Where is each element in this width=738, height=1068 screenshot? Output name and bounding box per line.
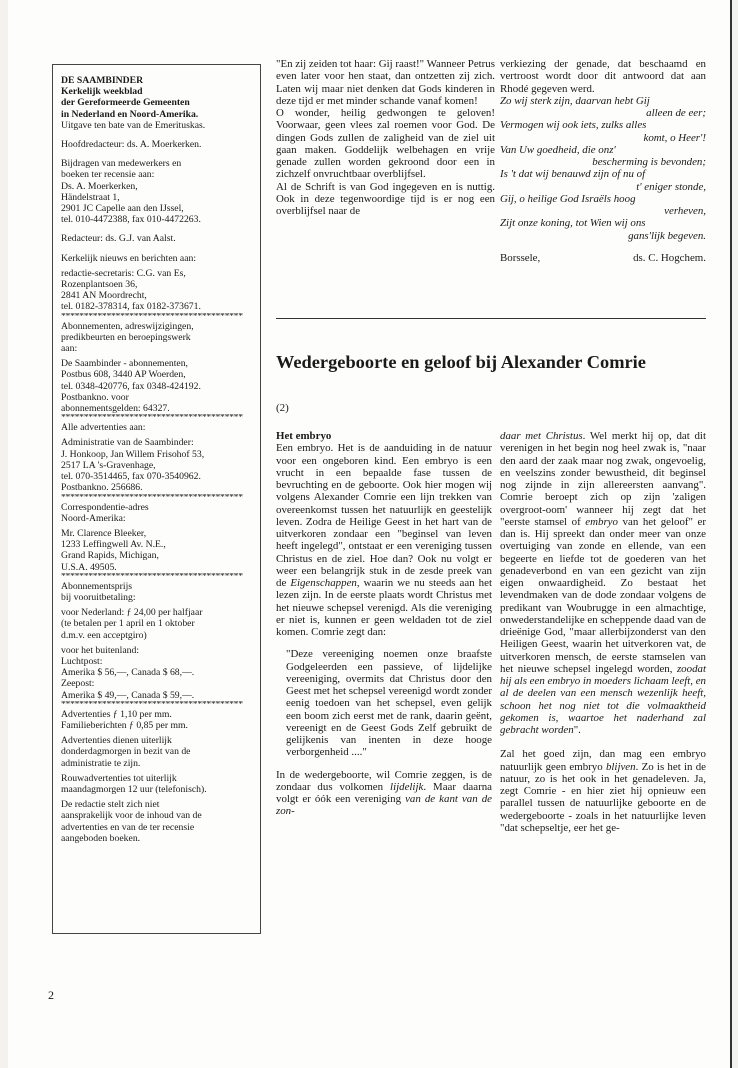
poem-line: Zo wij sterk zijn, daarvan hebt Gij xyxy=(500,94,650,107)
previous-article-col2 xyxy=(500,58,706,264)
article-col1 xyxy=(276,430,492,818)
article-title: Wedergeboorte en geloof bij Alexander Comrie xyxy=(276,352,646,372)
poem-line: Van Uw goedheid, die onz' xyxy=(500,143,616,156)
signature xyxy=(500,252,706,264)
poem xyxy=(500,95,706,242)
church-news-label: Kerkelijk nieuws en berichten aan: xyxy=(61,252,197,264)
star-divider: **************************************** xyxy=(61,572,243,581)
previous-article-col1 xyxy=(276,58,495,217)
paragraph: "En zij zeiden tot haar: Gij raast!" Wanneer Petrus even later voor hen staat, dan ontzetten zij zich. Laten wij maar niet denken dat Gods kinderen in deze tijd er met minder schande vanaf komen! xyxy=(276,58,495,107)
star-divider: **************************************** xyxy=(61,493,243,502)
publisher-note: Uitgave ten bate van de Emerituskas. xyxy=(61,119,206,131)
paragraph: verkiezing der genade, dat beschaamd en vertroost wordt door dit antwoord dat aan Rhodé gegeven werd. xyxy=(500,58,706,95)
ads-heading: Alle advertenties aan: xyxy=(61,422,146,434)
poem-line: t' eniger stonde, xyxy=(636,180,706,193)
editor-in-chief: Hoofdredacteur: ds. A. Moerkerken. xyxy=(61,139,202,151)
colophon-content xyxy=(61,75,255,844)
ad-deadline: Advertenties dienen uiterlijk donderdagmorgen in bezit van de administratie te zijn. xyxy=(61,735,191,769)
editor: Redacteur: ds. G.J. van Aalst. xyxy=(61,233,176,245)
price-netherlands: voor Nederland: ƒ 24,00 per halfjaar (te betalen per 1 april en 1 oktober d.m.v. een acceptgiro) xyxy=(61,607,203,641)
block-quote: "Deze vereeniging noemen onze braafste Godgeleerden een passieve, of lijdelijke vereeniging, overmits dat Christus door den Geest met het schepsel vereenigd wordt zonder eenig toedoen van het schepsel, even gelijk een boom zich eerst met de rank, daarin geënt, vereenigt en de Geest Gods Zelf gebruikt de gelijkenis van inenten in deze hooge verborgenheid ...." xyxy=(286,648,492,759)
paragraph: Zal het goed zijn, dan mag een embryo natuurlijk geen embryo blijven. Zo is het in de natuur, zo is het ook in het genadeleven. Ja, zegt Comrie - en hier ziet hij opnieuw een parallel tussen de natuurlijke geboorte en de wedergeboorte - zoals in het natuurlijke leven "dat schepseltje, eer het ge- xyxy=(500,748,706,834)
price-heading: Abonnementsprijs bij vooruitbetaling: xyxy=(61,580,136,603)
mourning-ads: Rouwadvertenties tot uiterlijk maandagmorgen 12 uur (telefonisch). xyxy=(61,772,207,795)
paragraph: Al de Schrift is van God ingegeven en is nuttig. Ook in deze tegenwoordige tijd is er nog een overblijfsel naar de xyxy=(276,180,495,217)
paragraph: Een embryo. Het is de aanduiding in de natuur voor een ongeboren kind. Een embryo is een vrucht in een bepaalde fase tussen de bevruchting en de geboorte. Ook hier mogen wij volgens Alexander Comrie een lijn trekken van overeenkomst tussen het natuurlijk en geestelijk leven. Zodra de Heilige Geest in het hart van de uitverkoren zondaar een "beginsel van leven heeft ingelegd", ontstaat er een vereniging tussen Christus en de ziel. Hoe dan? Ook nu volgt er weer een belangrijk stuk in de zesde preek van de Eigenschappen, waarin we nu steeds aan het lezen zijn. In de eerste plaats wordt Christus met het nieuwe schepsel verenigd. Als die vereniging er niet is, kunnen er geen weldaden tot de ziel komen. Comrie zegt dan: xyxy=(276,442,492,638)
poem-line: bescherming is bevonden; xyxy=(592,156,706,168)
secretariat-address: redactie-secretaris: C.G. van Es, Rozenplantsoen 36, 2841 AN Moordrecht, tel. 0182-378314, fax 0182-373671. xyxy=(61,267,201,313)
poem-line: Is 't dat wij benauwd zijn of nu of xyxy=(500,168,646,181)
article-part: (2) xyxy=(276,402,289,414)
contributions-address: Bijdragen van medewerkers en boeken ter recensie aan: Ds. A. Moerkerken, Händelstraat 1, 2901 JC Capelle aan den IJssel, tel. 010-4472388, fax 010-4472263. xyxy=(61,158,201,226)
colophon-box xyxy=(52,64,261,934)
poem-line: gans'lijk begeven. xyxy=(628,229,706,242)
masthead: DE SAAMBINDER Kerkelijk weekblad der Gereformeerde Gemeenten in Nederland en Noord-Amerika. xyxy=(61,75,199,120)
correspondence-heading: Correspondentie-adres Noord-Amerika: xyxy=(61,501,149,524)
article-col2 xyxy=(500,430,706,834)
ads-address: Administratie van de Saambinder: J. Honkoop, Jan Willem Frisohof 53, 2517 LA 's-Gravenhage, tel. 070-3514465, fax 070-3540962. Postbankno. 256686. xyxy=(61,437,205,494)
paragraph: O wonder, heilig gedwongen te geloven! Voorwaar, geen vlees zal roemen voor God. De dingen Gods zullen de zaligheid van de ziel uit gaan maken. Goddelijk welbehagen en vrije genade zullen worden gekroond door een in zichzelf onvruchtbaar overblijfsel. xyxy=(276,107,495,181)
disclaimer: De redactie stelt zich niet aansprakelijk voor de inhoud van de advertenties en van de ter recensie aangeboden boeken. xyxy=(61,799,202,844)
subheading: Het embryo xyxy=(276,430,332,442)
poem-line: Gij, o heilige God Israëls hoog xyxy=(500,192,636,205)
poem-line: Zijt onze koning, tot Wien wij ons xyxy=(500,217,646,230)
paragraph: daar met Christus. Wel merkt hij op, dat dit verenigen in het begin nog heel zwak is, "naar den aard der zaak maar nog zwak, ongevoelig, en veelszins zonder bewustheid, dit beginsel nog zijnde in zijn allereersten aanvang". Comrie beroept zich op zijn 'zaligen overgroot-oom' wanneer hij zegt dat het "eerste stamsel of embryo van het geloof" er dan is. Hij spreekt dan onder meer van onze overtuiging van zonde en ellende, van een begeerte en liefde tot de goederen van het genadeverbond en van een gezicht van zijn eigen onwaardigheid. Zo bestaat het levendmaken van de dode zondaar volgens de predikant van Woubrugge in een almachtige, onwederstandelijke en scheppende daad van de drieënige God, "maar allerbijzonderst van den Heiligen Geest, waarin het uitverkoren vat, de uitverkoren mensch, de eerste stamselen van het nieuwe schepsel ingelegd worden, zoodat hij als een embryo in moeders lichaam leeft, en al de deelen van een mensch wezenlijk heeft, schoon het nog niet tot die volmaaktheid gekomen is, waartoe het naderhand zal gebracht worden". xyxy=(500,430,706,736)
signature-author: ds. C. Hogchem. xyxy=(633,251,706,264)
poem-line: verheven, xyxy=(664,205,706,217)
star-divider: **************************************** xyxy=(61,414,243,423)
price-abroad: voor het buitenland: Luchtpost: Amerika $ 56,—, Canada $ 68,—. Zeepost: Amerika $ 49,—, Canada $ 59,—. xyxy=(61,644,195,701)
section-divider xyxy=(276,318,706,319)
star-divider: **************************************** xyxy=(61,312,243,321)
ad-rates: Advertenties ƒ 1,10 per mm. Familieberichten ƒ 0,85 per mm. xyxy=(61,708,188,731)
star-divider: **************************************** xyxy=(61,700,243,709)
subscriptions-address: De Saambinder - abonnementen, Postbus 608, 3440 AP Woerden, tel. 0348-420776, fax 0348-424192. Postbankno. voor abonnementsgelden: 64327. xyxy=(61,358,201,415)
poem-line: komt, o Heer'! xyxy=(643,131,706,144)
paragraph: In de wedergeboorte, wil Comrie zeggen, is de zondaar dus volkomen lijdelijk. Maar daarna volgt er óók een vereniging van de kant van de zon- xyxy=(276,768,492,818)
signature-place: Borssele, xyxy=(500,251,541,264)
page-number: 2 xyxy=(48,988,54,1002)
poem-line: alleen de eer; xyxy=(646,107,706,119)
correspondence-address: Mr. Clarence Bleeker, 1233 Leffingwell Av. N.E., Grand Rapids, Michigan, U.S.A. 49505. xyxy=(61,527,166,573)
subscriptions-heading: Abonnementen, adreswijzigingen, predikbeurten en beroepingswerk aan: xyxy=(61,320,194,355)
poem-line: Vermogen wij ook iets, zulks alles xyxy=(500,119,647,132)
